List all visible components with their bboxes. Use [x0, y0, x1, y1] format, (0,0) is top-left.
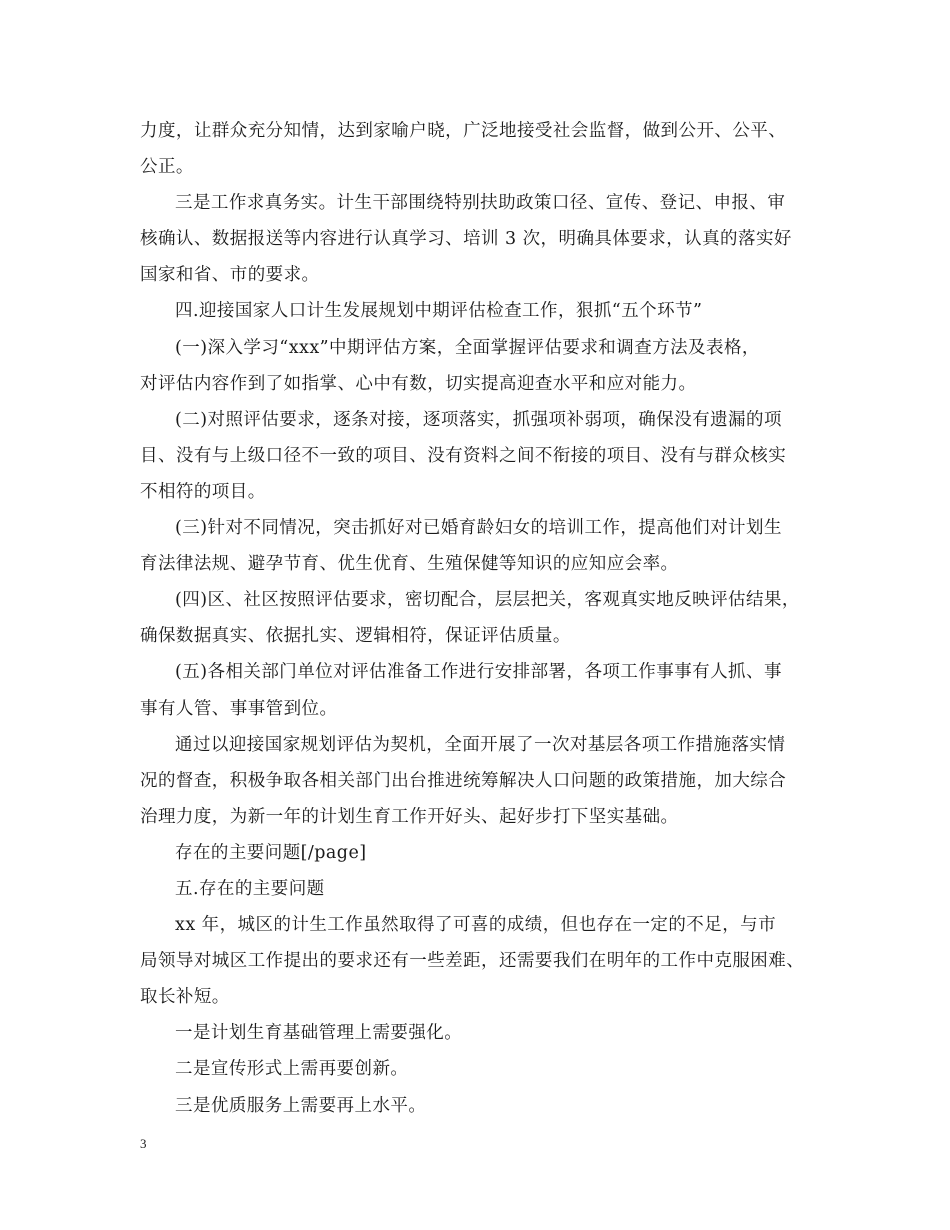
text-line: 三是工作求真务实。计生干部围绕特别扶助政策口径、宣传、登记、申报、审	[175, 193, 786, 214]
text-line: 核确认、数据报送等内容进行认真学习、培训 3 次，明确具体要求，认真的落实好	[140, 229, 792, 250]
text-line: 存在的主要问题[/page]	[175, 842, 367, 863]
text-line: (三)针对不同情况，突击抓好对已婚育龄妇女的培训工作，提高他们对计划生	[175, 518, 782, 539]
text-line: 治理力度，为新一年的计划生育工作开好头、起好步打下坚实基础。	[140, 806, 679, 827]
text-line: 三是优质服务上需要再上水平。	[175, 1095, 427, 1116]
text-line: 公正。	[140, 157, 194, 178]
text-line: 力度，让群众充分知情，达到家喻户晓，广泛地接受社会监督，做到公开、公平、	[140, 121, 787, 141]
text-line: 五.存在的主要问题	[175, 878, 325, 899]
text-line: 局领导对城区工作提出的要求还有一些差距，还需要我们在明年的工作中克服困难、	[140, 951, 805, 972]
text-line: 事有人管、事事管到位。	[140, 698, 338, 719]
text-line: (二)对照评估要求，逐条对接，逐项落实，抓强项补弱项，确保没有遗漏的项	[175, 409, 782, 430]
text-line: (五)各相关部门单位对评估准备工作进行安排部署，各项工作事事有人抓、事	[175, 662, 782, 683]
text-line: 不相符的项目。	[140, 481, 266, 502]
text-line: 国家和省、市的要求。	[140, 265, 320, 286]
text-line: 通过以迎接国家规划评估为契机，全面开展了一次对基层各项工作措施落实情	[175, 734, 786, 755]
text-line: 四.迎接国家人口计生发展规划中期评估检查工作，狠抓“五个环节”	[175, 301, 703, 322]
text-line: 对评估内容作到了如指掌、心中有数，切实提高迎查水平和应对能力。	[140, 373, 697, 394]
text-line: xx 年，城区的计生工作虽然取得了可喜的成绩，但也存在一定的不足，与市	[175, 915, 777, 936]
text-line: 二是宣传形式上需再要创新。	[175, 1059, 409, 1080]
text-line: (一)深入学习“xxx”中期评估方案，全面掌握评估要求和调查方法及表格，	[175, 337, 760, 358]
text-line: 育法律法规、避孕节育、优生优育、生殖保健等知识的应知应会率。	[140, 554, 679, 575]
text-line: 况的督查，积极争取各相关部门出台推进统筹解决人口问题的政策措施，加大综合	[140, 770, 787, 791]
text-line: 目、没有与上级口径不一致的项目、没有资料之间不衔接的项目、没有与群众核实	[140, 445, 787, 466]
page-number: 3	[140, 1136, 147, 1151]
text-line: (四)区、社区按照评估要求，密切配合，层层把关，客观真实地反映评估结果，	[175, 590, 800, 611]
text-line: 一是计划生育基础管理上需要强化。	[175, 1023, 463, 1044]
text-line: 确保数据真实、依据扎实、逻辑相符，保证评估质量。	[140, 626, 571, 647]
text-line: 取长补短。	[140, 987, 230, 1008]
document-body	[140, 113, 815, 1124]
